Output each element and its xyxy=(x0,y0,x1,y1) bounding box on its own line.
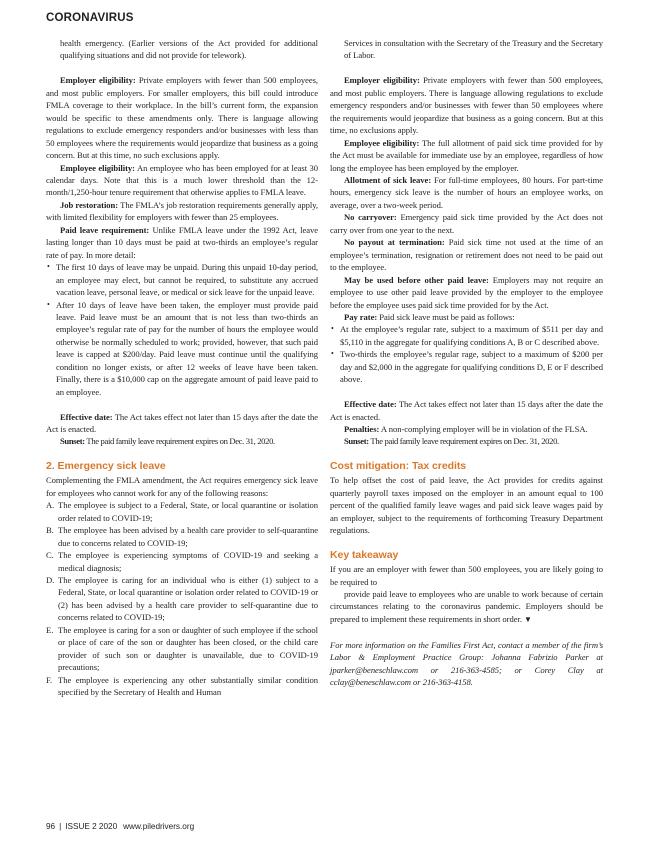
bullet-item: • At the employee’s regular rate, subject to a maximum of $511 per day and $5,110 in the aggregate for qualifying conditions A, B or C described above. xyxy=(330,323,603,348)
paragraph-label: Effective date: xyxy=(344,399,397,410)
penalties-paragraph: Penalties: A non-complying employer will be in violation of the FLSA. xyxy=(344,424,588,435)
paragraph-label: No carryover: xyxy=(344,212,397,223)
employer-eligibility-paragraph: Employer eligibility: Private employers with fewer than 500 employees, and most public employers. For smaller employers, this bill could introduce FMLA coverage to their workplace. In the bill’s current form, the expansion would be specific to these amendments only. There is language allowing regulations to exclude emergency responders and/or businesses with less than 50 employees where the requirements would jeopardize that business as a going concern. But at this time, no such exclusions apply. xyxy=(46,75,318,161)
paragraph-label: Pay rate: xyxy=(344,311,378,322)
key-takeaway-line1: If you are an employer with fewer than 500 employees, you are likely going to be required to xyxy=(330,564,603,587)
paragraph-label: Sunset: xyxy=(344,436,369,447)
section2-intro: Complementing the FMLA amendment, the Act requires emergency sick leave for employees who cannot work for any of the following reasons: xyxy=(46,475,318,498)
paid-leave-paragraph: Paid leave requirement: Unlike FMLA leave under the 1992 Act, leave lasting longer than 10 days must be paid at two-thirds an employee’s regular rate of pay. In more detail: xyxy=(46,224,318,260)
employee-eligibility-paragraph: Employee eligibility: The full allotment of paid sick time provided for by the Act must be available for immediate use by an employee, regardless of how long the employee has been employed by the employer. xyxy=(330,137,603,173)
contact-note: For more information on the Families First Act, contact a member of the firm’s Labor & Employment Practice Group: Johanna Fabrizio Parker at jparker@beneschlaw.com or 216-363-4585; or Corey Clay at cclay@beneschlaw.com or 216-363-4158. xyxy=(330,639,603,688)
paragraph-label: Job restoration: xyxy=(60,199,119,210)
paragraph-label: Effective date: xyxy=(60,411,113,422)
paragraph-label: Employer eligibility: xyxy=(344,75,420,86)
paid-leave-bullets xyxy=(46,261,318,398)
paragraph-label: Paid leave requirement: xyxy=(60,224,150,235)
continuation-text: health emergency. (Earlier versions of the Act provided for additional qualifying situations and did not provide for telework). xyxy=(60,38,318,61)
reason-item: D. The employee is caring for an individual who is either (1) subject to a Federal, State, or local quarantine or isolation order related to COVID-19 or (2) has been advised by a health care provider to self-quarantine due to concerns related to COVID-19; xyxy=(46,574,318,623)
pay-rate-paragraph: Pay rate: Paid sick leave must be paid as follows: xyxy=(344,311,515,322)
bullet-item: • The first 10 days of leave may be unpaid. During this unpaid 10-day period, an employee may elect, but cannot be required, to substitute any accrued vacation leave, personal leave, or medical or sick leave for the unpaid leave. xyxy=(46,261,318,298)
no-carryover-paragraph: No carryover: Emergency paid sick time provided by the Act does not carry over from one year to the next. xyxy=(330,212,603,235)
effective-date-paragraph: Effective date: The Act takes effect not later than 15 days after the date the Act is enacted. xyxy=(330,399,603,422)
paragraph-label: Sunset: xyxy=(60,436,85,447)
paragraph-label: Penalties: xyxy=(344,424,380,435)
reason-item: C. The employee is experiencing symptoms of COVID-19 and seeking a medical diagnosis; xyxy=(46,550,318,573)
reason-item: B. The employee has been advised by a health care provider to self-quarantine due to concerns related to COVID-19; xyxy=(46,525,318,548)
reason-item: F. The employee is experiencing any other substantially similar condition specified by the Secretary of Health and Human xyxy=(46,674,318,698)
paragraph-label: Employee eligibility: xyxy=(344,137,420,148)
issue-label: ISSUE 2 2020 xyxy=(65,822,118,831)
website-url: www.piledrivers.org xyxy=(123,822,195,831)
end-mark-icon: ▼ xyxy=(523,614,532,624)
sunset-paragraph: Sunset: The paid family leave requirement expires on Dec. 31, 2020. xyxy=(344,436,559,447)
paragraph-label: Employee eligibility: xyxy=(60,162,135,173)
paragraph-label: No payout at termination: xyxy=(344,237,445,248)
sunset-paragraph: Sunset: The paid family leave requirement expires on Dec. 31, 2020. xyxy=(60,436,275,447)
reason-item: E. The employee is caring for a son or daughter of such employee if the school or place of care of the son or daughter has been closed, or the child care provider of such son or daughter is unavailable, due to COVID-19 precautions; xyxy=(46,624,318,673)
employee-eligibility-paragraph: Employee eligibility: An employee who has been employed for at least 30 calendar days. Note that this is a much lower threshold than the 12-month/1,250-hour tenure requirement that otherwise applies to FMLA leave. xyxy=(46,162,318,198)
bullet-item: • After 10 days of leave have been taken, the employer must provide paid leave. Paid leave must be an amount that is not less than two-thirds an employee’s regular rate of pay for the number of hours the employee would otherwise be normally scheduled to work; provided, however, that such paid leave is capped at $200/day. Paid leave must continue until the qualifying condition no longer exists, or after 12 weeks of leave have been taken. Finally, there is a $10,000 cap on the aggregate amount of paid leave paid to an employee. xyxy=(46,299,318,399)
key-takeaway-line2: provide paid leave to employees who are unable to work because of certain circumstances relating to the coronavirus pandemic. Employers should be prepared to implement these requirements in short order. ▼ xyxy=(330,588,603,624)
continuation-text: Services in consultation with the Secretary of the Treasury and the Secretary of Labor. xyxy=(344,38,603,61)
page-footer xyxy=(46,822,194,831)
footer-separator: | xyxy=(59,822,62,831)
no-payout-paragraph: No payout at termination: Paid sick time not used at the time of an employee’s termination, resignation or retirement does not need to be paid out to the employee. xyxy=(330,237,603,273)
effective-date-paragraph: Effective date: The Act takes effect not later than 15 days after the date the Act is enacted. xyxy=(46,411,318,435)
paragraph-label: Employer eligibility: xyxy=(60,75,136,86)
employer-eligibility-paragraph: Employer eligibility: Private employers with fewer than 500 employees, and most public employers. There is language allowing regulations to exclude emergency responders and/or businesses with fewer than 50 employees where the requirements would jeopardize that business as a going concern. But at this time, no exclusions apply. xyxy=(330,75,603,136)
section-label: CORONAVIRUS xyxy=(46,12,134,24)
cost-mitigation-text: To help offset the cost of paid leave, the Act provides for credits against quarterly payroll taxes imposed on the employer in an amount equal to 100 percent of the qualified family leave wages and paid sick leave wages paid by an employer, subject to the requirements of forthcoming Treasury Department regulations. xyxy=(330,475,603,536)
paragraph-label: May be used before other paid leave: xyxy=(344,274,489,285)
before-other-leave-paragraph: May be used before other paid leave: Employers may not require an employee to use other paid leave provided by the employer to the employee before the employee uses paid sick time provided for by the Act. xyxy=(330,274,603,310)
paragraph-label: Allotment of sick leave: xyxy=(344,174,432,185)
section-heading-emergency-sick-leave: 2. Emergency sick leave xyxy=(46,460,166,473)
section-heading-key-takeaway: Key takeaway xyxy=(330,549,399,562)
reasons-list xyxy=(46,499,318,698)
right-column xyxy=(330,37,603,689)
left-column xyxy=(46,37,318,699)
section-heading-cost-mitigation: Cost mitigation: Tax credits xyxy=(330,460,467,473)
bullet-item: • Two-thirds the employee’s regular rage, subject to a maximum of $200 per day and $2,000 in the aggregate for qualifying conditions D, E or F described above. xyxy=(330,348,603,385)
reason-item: A. The employee is subject to a Federal, State, or local quarantine or isolation order related to COVID-19; xyxy=(46,500,318,523)
job-restoration-paragraph: Job restoration: The FMLA’s job restoration requirements generally apply, with limited flexibility for employers with fewer than 25 employees. xyxy=(46,199,319,223)
pay-rate-bullets xyxy=(330,323,603,385)
allotment-paragraph: Allotment of sick leave: For full-time employees, 80 hours. For part-time hours, emergency sick leave is the number of hours an employee works, on average, over a two-week period. xyxy=(330,174,603,210)
page-number: 96 xyxy=(46,822,56,831)
